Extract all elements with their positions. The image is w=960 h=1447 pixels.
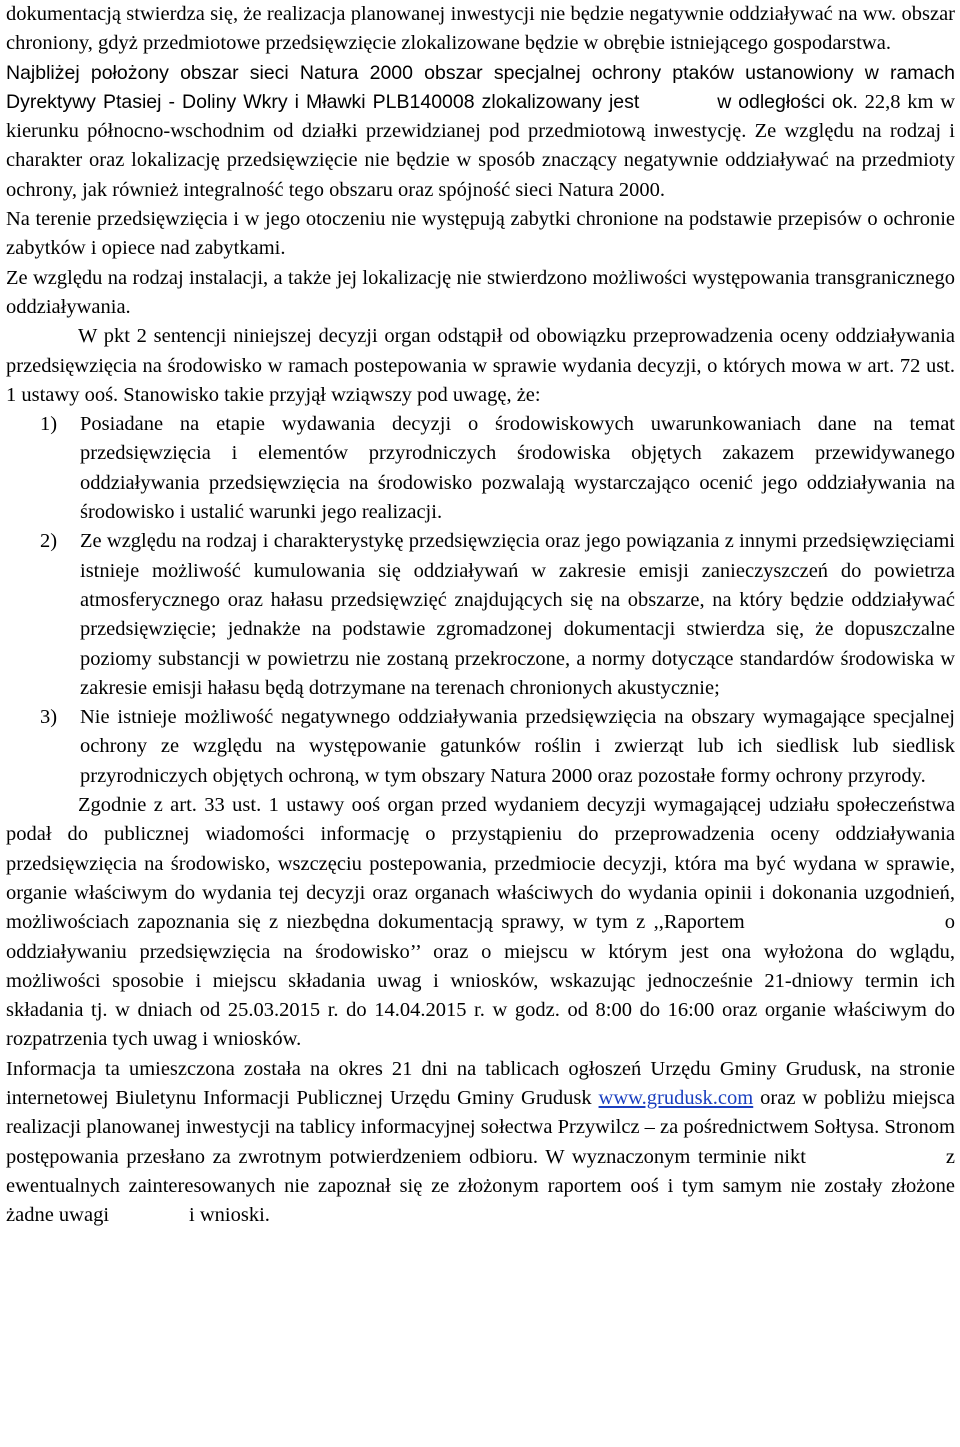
text-para4: Ze względu na rodzaj instalacji, a także jej lokalizację nie stwierdzono możliwości występowania transgranicznego oddziaływania. [6, 266, 955, 318]
text-para7-d: ewentualnych zainteresowanych nie zapoznał się ze złożonym raportem ooś i tym samym nie zostały złożone żadne uwagi [6, 1174, 955, 1227]
text-para2-sans-end: w [717, 90, 732, 113]
paragraph-announcement [6, 1055, 955, 1231]
paragraph-natura-area [6, 0, 955, 59]
text-para6-a: Zgodnie z art. 33 ust. 1 ustawy ooś organ przed wydaniem decyzji wymagającej udziału społeczeństwa podał do publicznej wiadomości informację o przystąpieniu do przeprowadzenia oceny oddziaływania przedsięwzięcia na środowisko, wszczęciu postepowania, przedmiocie decyzji, która ma być wydana w sprawie, organie właściwym do wydania tej decyzji oraz organach właściwych do wydania opinii i dokonania uzgodnień, możliwościach zapoznania się z niezbędna dokumentacją sprawy, w tym z ,,Raportem [6, 794, 955, 934]
list-item-text: Nie istnieje możliwość negatywnego oddziaływania przedsięwzięcia na obszary wymagające specjalnej ochrony ze względu na występowanie gatunków roślin i zwierząt lub ich siedlisk lub siedlisk przyrodniczych objętych ochroną, w tym obszary Natura 2000 oraz pozostałe formy ochrony przyrody. [80, 706, 955, 787]
list-item-text: Ze względu na rodzaj i charakterystykę przedsięwzięcia oraz jego powiązania z innymi przedsięwzięciami istnieje możliwość kumulowania się oddziaływań w zakresie emisji zanieczyszczeń do powietrza atmosferycznego oraz hałasu przedsięwzięć znajdujących się na obszarze, na który będzie oddziaływać przedsięwzięcie; jednakże na podstawie zgromadzonej dokumentacji stwierdza się, że dopuszczalne poziomy substancji w powietrzu nie zostaną przekroczone, a normy dotyczące standardów środowiska w zakresie emisji hałasu będą dotrzymane na terenach chronionych akustycznie; [80, 530, 955, 699]
text-para7-e: i wnioski. [189, 1204, 270, 1227]
text-para7-c: z [945, 1145, 955, 1168]
list-item-number: 1) [40, 413, 58, 436]
text-para1: dokumentacją stwierdza się, że realizacja planowanej inwestycji nie będzie negatywnie oddziaływać na ww. obszar chroniony, gdyż przedmiotowe przedsięwzięcie zlokalizowane będzie w obrębie istniejącego gospodarstwa. [6, 3, 955, 55]
list-item-number: 3) [40, 706, 58, 729]
text-para3: Na terenie przedsięwzięcia i w jego otoczeniu nie występują zabytki chronione na podstawie przepisów o ochronie zabytków i opiece nad zabytkami. [6, 208, 955, 260]
list-item-number: 2) [40, 530, 58, 553]
paragraph-monuments [6, 205, 955, 264]
text-para6-b: o oddziaływaniu przedsięwzięcia na środowisko’’ oraz o miejscu w którym jest ona wyłożona do wglądu, możliwości sposobie i miejscu składania uwag i wniosków, wskazując jednocześnie 21-dniowy termin ich składania tj. w dniach od 25.03.2015 r. do 14.04.2015 r. w godz. od 8:00 do 16:00 oraz organie właściwym do rozpatrzenia tych uwag i wniosków. [6, 911, 955, 1051]
paragraph-public-participation [6, 791, 955, 1055]
text-para2-sans: Najbliżej położony obszar sieci Natura 2000 obszar specjalnej ochrony ptaków ustanowiony w ramach Dyrektywy Ptasiej - Doliny Wkry i Mławki PLB140008 zlokalizowany jest [6, 61, 955, 113]
text-para2-sans-2: odległości ok. [738, 90, 858, 113]
text-para7-a: Informacja ta umieszczona została na okres 21 dni na tablicach ogłoszeń Urzędu Gminy Grudusk, na stronie internetowej Biuletynu Informacji Publicznej Urzędu Gminy Grudusk [6, 1057, 955, 1109]
list-item [6, 703, 955, 791]
reasons-list [6, 410, 955, 791]
list-item-text: Posiadane na etapie wydawania decyzji o środowiskowych uwarunkowaniach dane na temat przedsięwzięcia i elementów przyrodniczych środowiska objętych zakazem przewidywanego oddziaływania przedsięwzięcia na środowisko pozwalają wystarczająco ocenić jego oddziaływania na środowisko i ustalić warunki jego realizacji. [80, 413, 955, 524]
paragraph-waiver [6, 322, 955, 410]
list-item [6, 410, 955, 527]
text-para2-serif: 22,8 km w kierunku północno-wschodnim od działki przewidzianej pod przedmiotową inwestycję. Ze względu na rodzaj i charakter oraz lokalizację przedsięwzięcie nie będzie w sposób znaczący negatywnie oddziaływać na przedmioty ochrony, jak również integralność tego obszaru oraz spójność sieci Natura 2000. [6, 90, 956, 201]
text-para7-b: oraz w pobliżu miejsca realizacji planowanej inwestycji na tablicy informacyjnej sołectwa Przywilcz – za pośrednictwem Sołtysa. Stronom postępowania przesłano za zwrotnym potwierdzeniem odbioru. W wyznaczonym terminie nikt [6, 1086, 956, 1168]
list-item [6, 527, 955, 703]
grudusk-website-link[interactable]: www.grudusk.com [598, 1086, 754, 1109]
paragraph-transboundary [6, 264, 955, 323]
text-para5: W pkt 2 sentencji niniejszej decyzji organ odstąpił od obowiązku przeprowadzenia oceny oddziaływania przedsięwzięcia na środowisko w ramach postepowania w sprawie wydania decyzji, o których mowa w art. 72 ust. 1 ustawy ooś. Stanowisko takie przyjął wziąwszy pod uwagę, że: [6, 325, 955, 406]
paragraph-natura-2000 [6, 59, 955, 205]
